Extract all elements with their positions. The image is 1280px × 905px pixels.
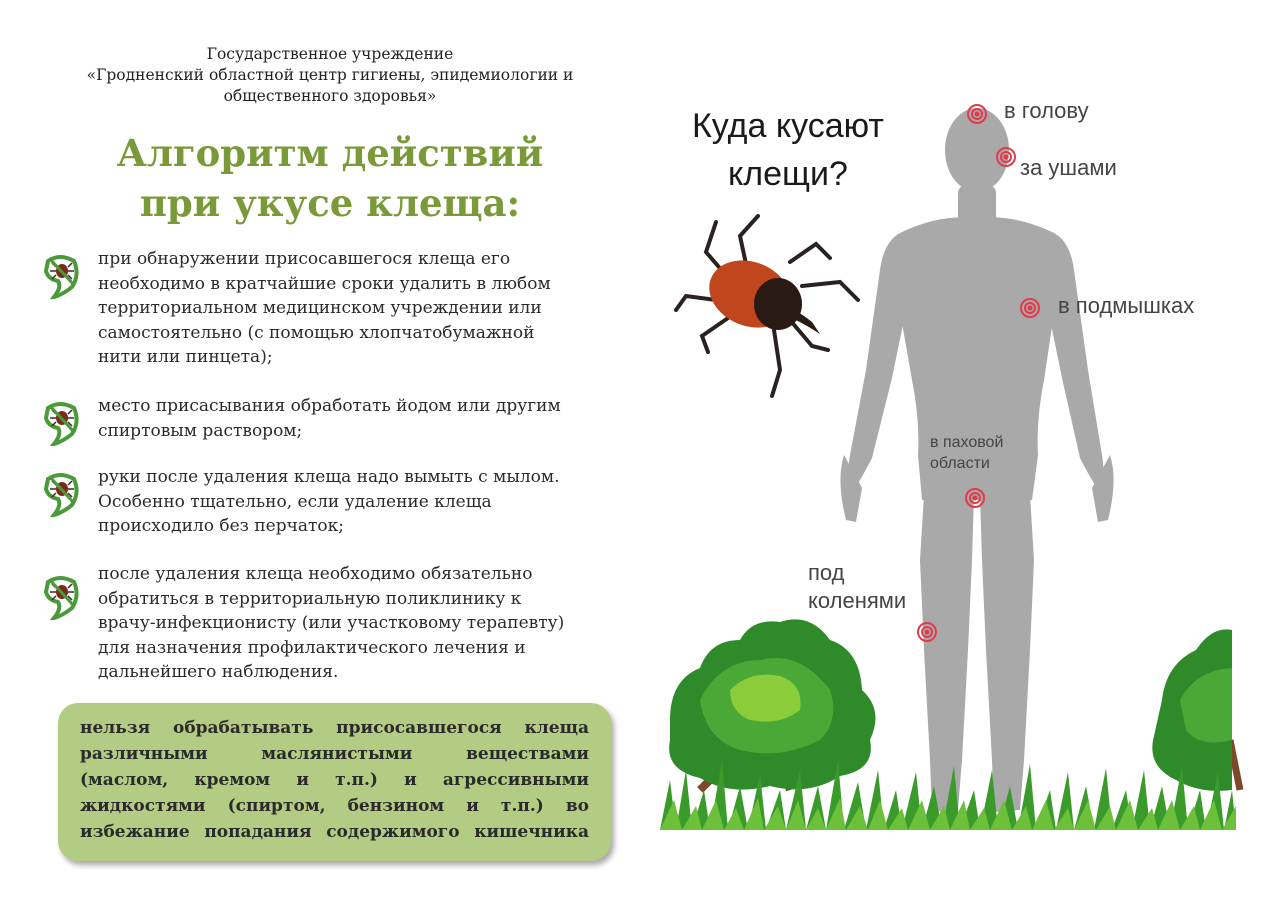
text-line: спиртовым раствором;: [98, 420, 303, 441]
label-armpits: в подмышках: [1058, 293, 1195, 318]
org-line: Государственное учреждение: [206, 45, 454, 63]
label-knees: коленями: [808, 588, 907, 613]
text-line: для назначения профилактического лечения и: [98, 637, 526, 658]
illustration-panel: [640, 0, 1280, 905]
no-tick-bullet-icon: [40, 572, 82, 620]
text-line: при обнаружении присосавшегося клеща его: [98, 249, 511, 269]
label-groin: области: [930, 455, 990, 472]
no-tick-bullet-icon: [40, 251, 82, 299]
text-line: врачу-инфекционисту (или участковому терапевту): [98, 613, 565, 633]
tick-icon: [676, 216, 858, 396]
label-groin: в паховой: [930, 434, 1004, 451]
text-line: происходило без перчаток;: [98, 516, 344, 536]
text-line: после удаления клеща необходимо обязательно: [98, 564, 533, 584]
warning-line: избежание попадания содержимого кишечника: [80, 822, 589, 842]
step-text: [98, 465, 613, 539]
step-item-3: [40, 465, 615, 541]
text-line: нити или пинцета);: [98, 347, 273, 367]
org-line: общественного здоровья»: [223, 87, 437, 105]
label-knees: под: [808, 560, 845, 585]
warning-line: (маслом, кремом и т.п.) и агрессивными: [80, 770, 589, 790]
text-line: необходимо в кратчайшие сроки удалить в любом: [98, 273, 551, 294]
org-line: «Гродненский областной центр гигиены, эпидемиологии и: [86, 66, 574, 84]
warning-line: нельзя обрабатывать присосавшегося клеща: [80, 718, 589, 738]
title-line: Алгоритм действий: [116, 131, 544, 175]
question-line: Куда кусают: [692, 107, 884, 145]
step-item-4: [40, 562, 615, 687]
organization-name: [40, 44, 620, 107]
title-line: при укусе клеща:: [139, 181, 521, 225]
bite-locations-illustration: [640, 0, 1280, 905]
label-head: в голову: [1004, 98, 1089, 123]
no-tick-bullet-icon: [40, 469, 82, 517]
bush-icon: [669, 619, 875, 790]
question-line: клещи?: [728, 155, 848, 193]
step-text: [98, 562, 613, 685]
text-line: место присасывания обработать йодом или другим: [98, 396, 561, 416]
step-item-2: [40, 394, 615, 446]
bush-icon: [1152, 629, 1240, 790]
text-line: самостоятельно (с помощью хлопчатобумажной: [98, 322, 535, 343]
text-line: Особенно тщательно, если удаление клеща: [98, 491, 492, 512]
text-line: обратиться в территориальную поликлинику к: [98, 588, 522, 609]
page-title: [30, 128, 630, 228]
step-text: [98, 394, 613, 443]
warning-box: [58, 703, 611, 861]
step-item-1: [40, 247, 615, 372]
label-ears: за ушами: [1020, 155, 1117, 180]
text-line: территориальном медицинском учреждении или: [98, 298, 542, 318]
warning-line: различными маслянистыми веществами: [80, 744, 589, 764]
step-text: [98, 247, 613, 370]
text-line: руки после удаления клеща надо вымыть с мылом.: [98, 467, 560, 487]
text-line: дальнейшего наблюдения.: [98, 662, 339, 682]
no-tick-bullet-icon: [40, 398, 82, 446]
warning-line: жидкостями (спиртом, бензином и т.п.) во: [80, 796, 589, 816]
